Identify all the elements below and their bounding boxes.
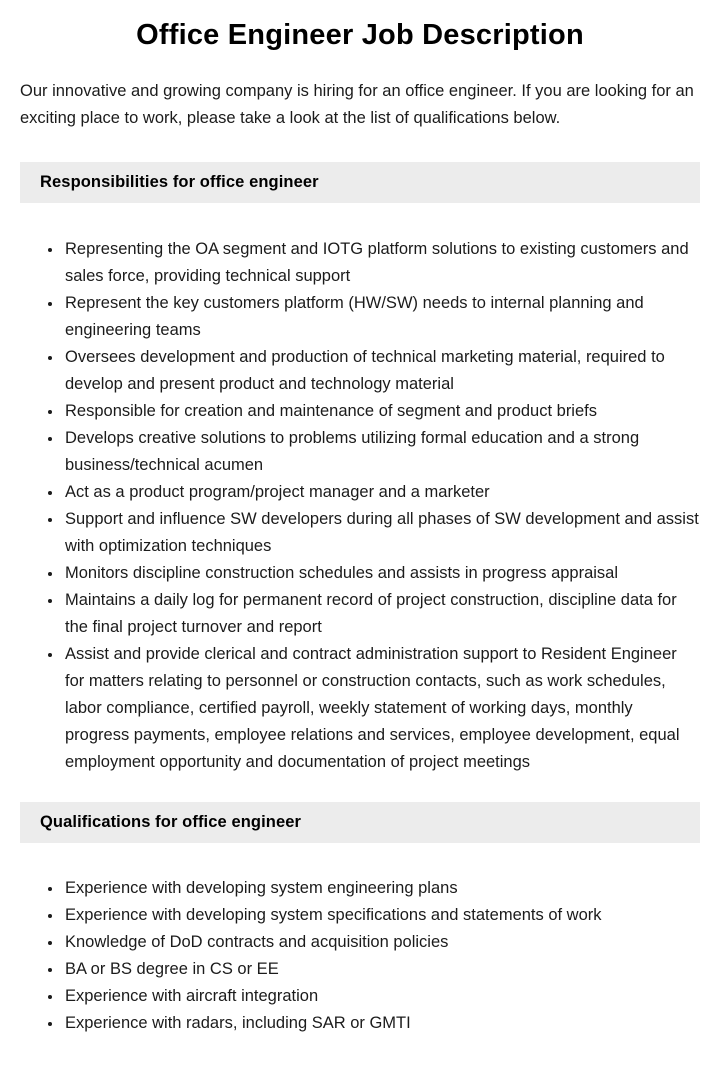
responsibilities-list — [20, 236, 700, 776]
list-item: • Experience with developing system specifications and statements of work — [63, 902, 700, 929]
list-item: • BA or BS degree in CS or EE — [63, 956, 700, 983]
qualifications-heading: Qualifications for office engineer — [40, 813, 302, 831]
list-item: • Representing the OA segment and IOTG platform solutions to existing customers and sales force, providing technical support — [63, 236, 700, 290]
list-item: • Maintains a daily log for permanent record of project construction, discipline data for the final project turnover and report — [63, 587, 700, 641]
section-header-qualifications — [20, 802, 700, 843]
list-item: • Develops creative solutions to problems utilizing formal education and a strong business/technical acumen — [63, 425, 700, 479]
list-item: • Experience with aircraft integration — [63, 983, 700, 1010]
qualifications-list — [20, 875, 700, 1037]
list-item: • Support and influence SW developers during all phases of SW development and assist with optimization techniques — [63, 506, 700, 560]
list-item: • Assist and provide clerical and contract administration support to Resident Engineer for matters relating to personnel or construction contacts, such as work schedules, labor compliance, certified payroll, weekly statement of working days, monthly progress payments, employee relations and services, employee development, equal employment opportunity and documentation of project meetings — [63, 641, 700, 776]
list-item: • Experience with radars, including SAR or GMTI — [63, 1010, 700, 1037]
list-item: • Knowledge of DoD contracts and acquisition policies — [63, 929, 700, 956]
list-item: • Responsible for creation and maintenance of segment and product briefs — [63, 398, 700, 425]
list-item: • Monitors discipline construction schedules and assists in progress appraisal — [63, 560, 700, 587]
list-item: • Experience with developing system engineering plans — [63, 875, 700, 902]
page-title: Office Engineer Job Description — [136, 19, 584, 51]
section-header-responsibilities — [20, 162, 700, 203]
intro-paragraph: Our innovative and growing company is hiring for an office engineer. If you are looking for an exciting place to work, please take a look at the list of qualifications below. — [20, 82, 694, 127]
list-item: • Act as a product program/project manager and a marketer — [63, 479, 700, 506]
responsibilities-heading: Responsibilities for office engineer — [40, 173, 319, 191]
list-item: • Represent the key customers platform (HW/SW) needs to internal planning and engineering teams — [63, 290, 700, 344]
list-item: • Oversees development and production of technical marketing material, required to develop and present product and technology material — [63, 344, 700, 398]
